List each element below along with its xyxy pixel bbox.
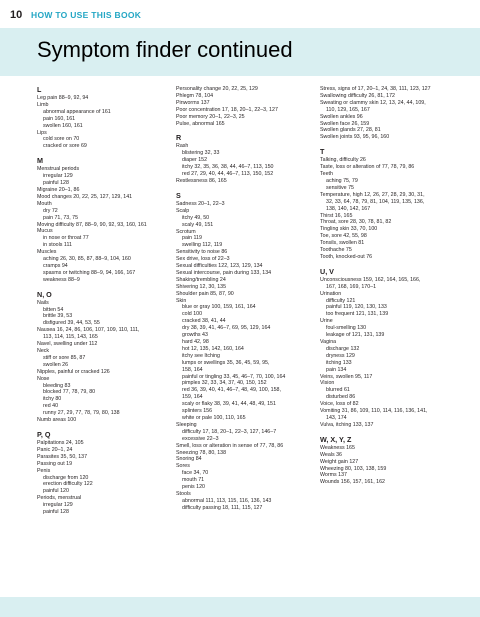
index-subentry: dryness 129 bbox=[326, 352, 355, 359]
index-subentry: weakness 88–9 bbox=[43, 276, 80, 283]
page-header bbox=[0, 0, 480, 28]
index-entry: Weakness 165 bbox=[320, 444, 355, 451]
index-subentry: painful 128 bbox=[43, 180, 69, 187]
index-section bbox=[176, 86, 336, 127]
index-entry: Temperature, high 12, 26, 27, 28, 29, 30, 31, bbox=[320, 191, 425, 198]
index-entry: Wheezing 80, 103, 138, 159 bbox=[320, 465, 387, 472]
index-subentry: 113, 114, 115, 143, 165 bbox=[43, 334, 98, 341]
index-subentry: too frequent 121, 131, 139 bbox=[326, 311, 389, 318]
index-entry: Moving difficulty 87, 88–9, 90, 92, 93, 160, 161 bbox=[37, 221, 147, 228]
index-entry: Sleeping bbox=[176, 421, 197, 428]
index-entry: Sex drive, loss of 22–3 bbox=[176, 256, 230, 263]
index-entry: Phlegm 78, 104 bbox=[176, 92, 214, 99]
footer-band bbox=[0, 597, 480, 617]
index-subentry: foul-smelling 130 bbox=[326, 325, 367, 332]
index-subentry: brittle 39, 53 bbox=[43, 313, 73, 320]
index-subentry: pimples 32, 33, 34, 37, 40, 150, 152 bbox=[182, 380, 267, 387]
index-subentry: pain 119 bbox=[182, 235, 202, 242]
index-subentry: difficulty 121 bbox=[326, 297, 356, 304]
index-subentry: discharge from 120 bbox=[43, 474, 89, 481]
index-entry: Veins, swollen 95, 117 bbox=[320, 373, 373, 380]
index-entry: Navel, swelling under 112 bbox=[37, 341, 98, 348]
index-section bbox=[37, 86, 187, 150]
index-entry: Poor concentration 17, 18, 20–1, 22–3, 127 bbox=[176, 106, 278, 113]
index-entry: Sexual intercourse, pain during 133, 134 bbox=[176, 269, 272, 276]
index-subentry: red 27, 29, 40, 44, 46–7, 113, 150, 152 bbox=[182, 171, 274, 178]
index-column-1 bbox=[37, 86, 187, 516]
index-subentry: in stools 111 bbox=[43, 242, 72, 249]
running-title: HOW TO USE THIS BOOK bbox=[31, 10, 142, 20]
index-subentry: dry 38, 39, 41, 46–7, 69, 95, 129, 164 bbox=[182, 325, 271, 332]
index-subentry: penis 120 bbox=[182, 484, 205, 491]
index-subentry: itching 133 bbox=[326, 359, 352, 366]
index-entry: Stress, signs of 17, 20–1, 24, 38, 111, 123, 127 bbox=[320, 86, 431, 92]
index-subentry: 138, 140, 142, 167 bbox=[326, 205, 371, 212]
index-subentry: red 40 bbox=[43, 403, 59, 410]
index-entry: Penis bbox=[37, 467, 51, 474]
section-letter: P, Q bbox=[37, 429, 51, 439]
index-entry: Pulse, abnormal 165 bbox=[176, 120, 225, 127]
page-number: 10 bbox=[10, 9, 23, 21]
index-subentry: cramps 94 bbox=[43, 262, 68, 269]
index-entry: Numb areas 100 bbox=[37, 417, 77, 424]
index-entry: Shivering 12, 30, 135 bbox=[176, 283, 227, 290]
section-letter: N, O bbox=[37, 289, 52, 299]
index-subentry: diaper 152 bbox=[182, 157, 208, 164]
index-entry: Sores bbox=[176, 463, 190, 470]
index-entry: Leg pain 88–9, 92, 94 bbox=[37, 95, 89, 101]
index-entry: Lips bbox=[37, 129, 47, 136]
index-subentry: swelling 112, 119 bbox=[182, 242, 223, 249]
index-section bbox=[320, 436, 465, 486]
index-subentry: scaly or flaky 38, 39, 41, 44, 48, 49, 151 bbox=[182, 401, 276, 408]
index-entry: Personality change 20, 22, 25, 129 bbox=[176, 86, 258, 92]
index-subentry: 159, 164 bbox=[182, 394, 203, 401]
index-entry: Sweating or clammy skin 12, 13, 24, 44, 109, bbox=[320, 99, 426, 106]
index-entry: Vagina bbox=[320, 339, 337, 345]
index-subentry: abnormal appearance of 161 bbox=[43, 108, 111, 115]
index-subentry: cracked or sore 69 bbox=[43, 143, 87, 150]
index-entry: Menstrual periods bbox=[37, 166, 80, 173]
index-entry: Swollen face 26, 159 bbox=[320, 120, 370, 127]
index-entry: Mucus bbox=[37, 228, 53, 235]
index-subentry: difficulty passing 18, 111, 115, 127 bbox=[182, 504, 263, 511]
index-section bbox=[320, 148, 465, 261]
index-subentry: 167, 168, 169, 170–1 bbox=[326, 283, 377, 290]
index-entry: Limb bbox=[37, 101, 49, 108]
index-entry: Poor memory 20–1, 22–3, 25 bbox=[176, 113, 245, 120]
index-subentry: itchy 49, 50 bbox=[182, 214, 210, 221]
index-entry: Nose bbox=[37, 375, 50, 382]
index-subentry: aching 26, 30, 85, 87, 88–9, 104, 160 bbox=[43, 256, 131, 263]
index-subentry: sensitive 75 bbox=[326, 184, 354, 191]
index-entry: Palpitations 24, 105 bbox=[37, 439, 84, 446]
index-subentry: swollen 160, 161 bbox=[43, 122, 83, 129]
index-subentry: painful 119, 120, 130, 133 bbox=[326, 304, 387, 311]
index-subentry: itchy 80 bbox=[43, 396, 62, 403]
index-entry: Sadness 20–1, 22–3 bbox=[176, 200, 225, 207]
index-subentry: painful 128 bbox=[43, 509, 69, 516]
index-subentry: cold 100 bbox=[182, 311, 203, 318]
index-entry: Talking, difficulty 26 bbox=[320, 157, 366, 164]
index-subentry: difficulty 17, 18, 20–1, 22–3, 127, 146–7 bbox=[182, 428, 277, 435]
index-subentry: cracked 38, 41, 44 bbox=[182, 318, 226, 325]
index-subentry: blistering 32, 33 bbox=[182, 150, 220, 157]
index-subentry: dry 72 bbox=[43, 207, 58, 214]
index-section bbox=[37, 291, 187, 424]
index-subentry: painful 120 bbox=[43, 488, 69, 495]
index-subentry: painful or tingling 33, 45, 46–7, 70, 100, 164 bbox=[182, 373, 286, 380]
index-section bbox=[37, 431, 187, 516]
index-subentry: lumps or swellings 35, 36, 45, 59, 95, bbox=[182, 359, 270, 366]
index-entry: Migraine 20–1, 86 bbox=[37, 186, 80, 193]
index-entry: Weals 36 bbox=[320, 451, 342, 458]
section-letter: U, V bbox=[320, 266, 334, 276]
index-entry: Scalp bbox=[176, 207, 190, 214]
index-subentry: disturbed 86 bbox=[326, 394, 356, 401]
index-entry: Swallowing difficulty 26, 81, 172 bbox=[320, 92, 395, 99]
index-section bbox=[37, 157, 187, 283]
index-entry: Snoring 84 bbox=[176, 456, 202, 463]
section-letter: L bbox=[37, 85, 42, 94]
index-entry: Urination bbox=[320, 290, 342, 297]
index-subentry: swollen 26 bbox=[43, 361, 69, 368]
index-entry: Stools bbox=[176, 490, 191, 497]
index-entry: Swollen joints 93, 95, 96, 160 bbox=[320, 134, 390, 141]
index-subentry: excessive 22–3 bbox=[182, 435, 219, 442]
index-subentry: in nose or throat 77 bbox=[43, 235, 89, 242]
index-entry: Tingling skin 33, 70, 100 bbox=[320, 226, 378, 233]
index-entry: Shoulder pain 85, 87, 90 bbox=[176, 290, 234, 297]
index-entry: Sexual difficulties 122, 123, 129, 134 bbox=[176, 263, 263, 270]
index-subentry: 158, 164 bbox=[182, 366, 203, 373]
index-entry: Taste, loss or alteration of 77, 78, 79, 86 bbox=[320, 164, 415, 171]
section-letter: S bbox=[176, 190, 181, 200]
index-entry: Neck bbox=[37, 348, 50, 354]
index-subentry: runny 27, 29, 77, 78, 79, 80, 138 bbox=[43, 410, 120, 417]
index-subentry: red 36, 39, 40, 41, 46–7, 48, 49, 100, 158, bbox=[182, 387, 281, 394]
index-subentry: growths 43 bbox=[182, 332, 208, 339]
index-subentry: irregular 129 bbox=[43, 502, 73, 509]
index-subentry: abnormal 111, 113, 115, 116, 136, 143 bbox=[182, 497, 272, 504]
index-entry: Mood changes 20, 22, 25, 127, 129, 141 bbox=[37, 193, 133, 200]
index-entry: Passing out 19 bbox=[37, 460, 73, 467]
index-entry: Rash bbox=[176, 143, 189, 150]
index-subentry: bitten 54 bbox=[43, 306, 64, 313]
index-subentry: itchy see Itching bbox=[182, 352, 220, 359]
index-entry: Wounds 156, 157, 161, 162 bbox=[320, 479, 385, 486]
index-entry: Nails bbox=[37, 299, 49, 306]
index-subentry: face 34, 70 bbox=[182, 470, 209, 477]
index-subentry: white or pale 100, 110, 165 bbox=[182, 414, 246, 421]
index-subentry: cold sore on 70 bbox=[43, 136, 80, 143]
index-entry: Weight gain 127 bbox=[320, 458, 359, 465]
index-subentry: mouth 71 bbox=[182, 477, 205, 484]
index-subentry: scaly 49, 151 bbox=[182, 221, 214, 228]
section-letter: T bbox=[320, 147, 325, 157]
index-section bbox=[176, 192, 336, 512]
index-entry: Tooth, knocked-out 76 bbox=[320, 253, 373, 260]
index-subentry: irregular 129 bbox=[43, 173, 73, 180]
index-subentry: spasms or twitching 88–9, 94, 166, 167 bbox=[43, 269, 136, 276]
index-entry: Throat, sore 28, 30, 78, 81, 82 bbox=[320, 219, 392, 226]
index-entry: Pinworms 137 bbox=[176, 99, 210, 106]
index-subentry: 110, 129, 165, 167 bbox=[326, 106, 370, 113]
index-subentry: hot 12, 135, 142, 160, 164 bbox=[182, 345, 244, 352]
index-subentry: discharge 132 bbox=[326, 345, 360, 352]
index-entry: Swollen ankles 96 bbox=[320, 113, 363, 120]
index-entry: Sneezing 78, 80, 138 bbox=[176, 449, 227, 456]
index-entry: Parasites 35, 50, 137 bbox=[37, 453, 88, 460]
index-entry: Toothache 75 bbox=[320, 247, 352, 254]
index-subentry: itchy 32, 35, 36, 38, 44, 46–7, 113, 150 bbox=[182, 164, 274, 171]
index-subentry: blurred 61 bbox=[326, 387, 350, 394]
index-entry: Vision bbox=[320, 380, 335, 387]
index-entry: Voice, loss of 82 bbox=[320, 401, 359, 408]
index-entry: Teeth bbox=[320, 171, 333, 178]
index-entry: Nausea 16, 24, 86, 106, 107, 109, 110, 111, bbox=[37, 327, 140, 334]
section-letter: R bbox=[176, 133, 182, 143]
index-subentry: 32, 33, 64, 78, 79, 81, 104, 119, 135, 136, bbox=[326, 198, 425, 205]
index-entry: Worms 137 bbox=[320, 472, 347, 479]
index-entry: Panic 20–1, 24 bbox=[37, 446, 73, 453]
index-subentry: stiff or sore 85, 87 bbox=[43, 354, 86, 361]
index-entry: Shaking/trembling 24 bbox=[176, 276, 226, 283]
index-entry: Restlessness 86, 165 bbox=[176, 177, 227, 184]
index-entry: Nipples, painful or cracked 126 bbox=[37, 368, 110, 375]
index-entry: Muscles bbox=[37, 249, 57, 256]
index-subentry: blocked 77, 78, 79, 80 bbox=[43, 389, 96, 396]
index-column-3 bbox=[320, 86, 465, 486]
index-subentry: erection difficulty 122 bbox=[43, 481, 93, 488]
index-entry: Toe, sore 42, 55, 98 bbox=[320, 233, 367, 240]
section-letter: M bbox=[37, 156, 43, 166]
index-entry: Unconsciousness 159, 162, 164, 165, 166, bbox=[320, 276, 421, 283]
index-subentry: disfigured 39, 44, 53, 55 bbox=[43, 320, 100, 327]
section-letter: W, X, Y, Z bbox=[320, 434, 352, 444]
index-subentry: pain 71, 73, 75 bbox=[43, 214, 79, 221]
index-column-2 bbox=[176, 86, 336, 512]
index-section bbox=[176, 134, 336, 184]
index-entry: Vulva, itching 133, 137 bbox=[320, 421, 374, 428]
index-entry: Tonsils, swollen 81 bbox=[320, 240, 365, 247]
index-entry: Vomiting 31, 86, 109, 110, 114, 116, 136, 141, bbox=[320, 408, 428, 415]
index-entry: Swollen glands 27, 28, 81 bbox=[320, 127, 381, 134]
page-title: Symptom finder continued bbox=[37, 37, 293, 62]
index-section bbox=[320, 86, 465, 141]
index-entry: Mouth bbox=[37, 200, 52, 207]
index-subentry: leakage of 121, 131, 139 bbox=[326, 332, 385, 339]
index-entry: Smell, loss or alteration in sense of 77, 78, 86 bbox=[176, 442, 284, 449]
index-entry: Periods, menstrual bbox=[37, 495, 82, 502]
index-entry: Skin bbox=[176, 297, 187, 304]
index-entry: Urine bbox=[320, 318, 333, 325]
index-entry: Thirst 16, 165 bbox=[320, 212, 353, 219]
index-entry: Sensitivity to noise 86 bbox=[176, 249, 228, 256]
index-subentry: blue or gray 100, 159, 161, 164 bbox=[182, 304, 256, 311]
index-subentry: hard 42, 98 bbox=[182, 339, 209, 345]
index-subentry: bleeding 83 bbox=[43, 382, 71, 389]
index-subentry: aching 75, 79 bbox=[326, 177, 358, 184]
index-section bbox=[320, 268, 465, 429]
index-entry: Scrotum bbox=[176, 228, 196, 235]
index-subentry: splinters 156 bbox=[182, 408, 213, 415]
index-subentry: pain 160, 161 bbox=[43, 115, 76, 122]
index-subentry: 143, 174 bbox=[326, 414, 347, 421]
index-subentry: pain 134 bbox=[326, 366, 347, 373]
